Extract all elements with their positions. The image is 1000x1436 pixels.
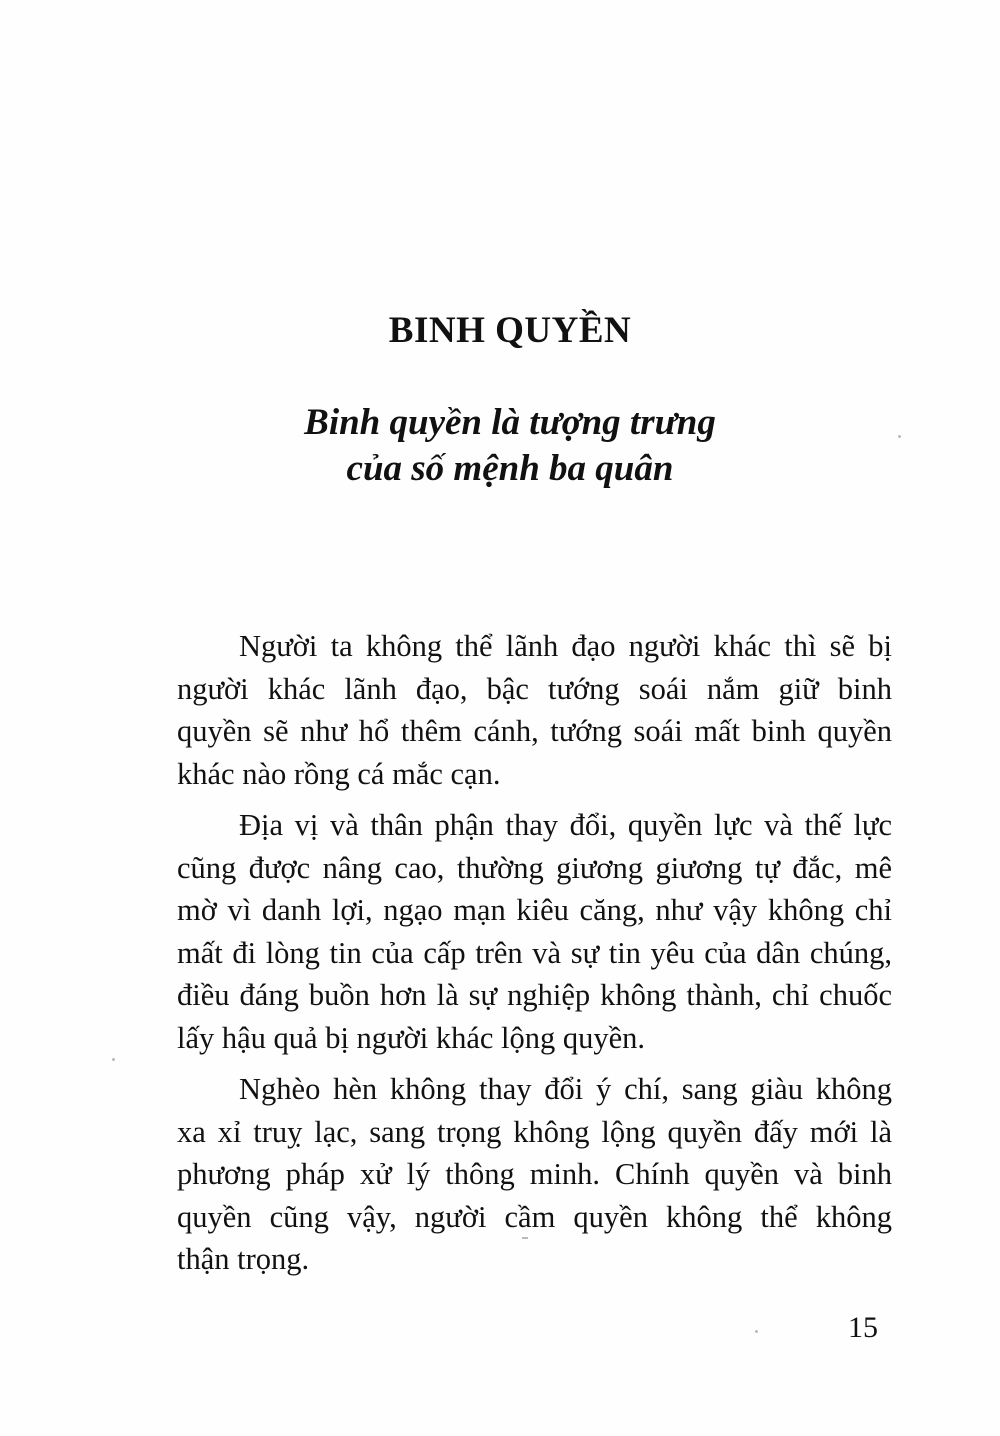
text-line: mất đi lòng tin của cấp trên và sự tin yêu của dân chúng, xyxy=(177,935,892,970)
text-line: mờ vì danh lợi, ngạo mạn kiêu căng, như vậy không chỉ xyxy=(177,893,892,927)
scan-speck xyxy=(898,435,901,438)
text-line: thận trọng. xyxy=(177,1242,310,1276)
scan-speck xyxy=(755,1330,758,1333)
subtitle-line: của số mệnh ba quân xyxy=(346,448,674,489)
paragraph-3 xyxy=(117,1068,892,1281)
text-line: Địa vị và thân phận thay đổi, quyền lực và thế lực xyxy=(239,808,892,842)
text-line: Nghèo hèn không thay đổi ý chí, sang giàu không xyxy=(239,1072,892,1106)
text-line: cũng được nâng cao, thường giương giương tự đắc, mê xyxy=(177,850,892,885)
scan-speck xyxy=(112,1058,115,1061)
paragraph-1 xyxy=(117,625,892,795)
text-line: xa xỉ truỵ lạc, sang trọng không lộng quyền đấy mới là xyxy=(177,1114,892,1149)
text-line: phương pháp xử lý thông minh. Chính quyền và binh xyxy=(177,1157,892,1191)
text-line: lấy hậu quả bị người khác lộng quyền. xyxy=(177,1020,646,1055)
subtitle-line: Binh quyền là tượng trưng xyxy=(304,402,716,443)
body-text xyxy=(117,625,892,1290)
paragraph-2 xyxy=(117,804,892,1059)
text-line: quyền cũng vậy, người cầm quyền không thể không xyxy=(177,1199,892,1234)
scan-speck xyxy=(522,1237,528,1239)
chapter-subtitle xyxy=(0,400,1000,492)
text-line: điều đáng buồn hơn là sự nghiệp không thành, chỉ chuốc xyxy=(177,978,892,1012)
chapter-title: BINH QUYỀN xyxy=(388,310,632,351)
text-line: người khác lãnh đạo, bậc tướng soái nắm giữ binh xyxy=(177,671,892,706)
text-line: khác nào rồng cá mắc cạn. xyxy=(177,756,501,791)
page-number: 15 xyxy=(848,1311,878,1344)
text-line: Người ta không thể lãnh đạo người khác thì sẽ bị xyxy=(239,629,892,663)
text-line: quyền sẽ như hổ thêm cánh, tướng soái mất binh quyền xyxy=(177,714,892,748)
